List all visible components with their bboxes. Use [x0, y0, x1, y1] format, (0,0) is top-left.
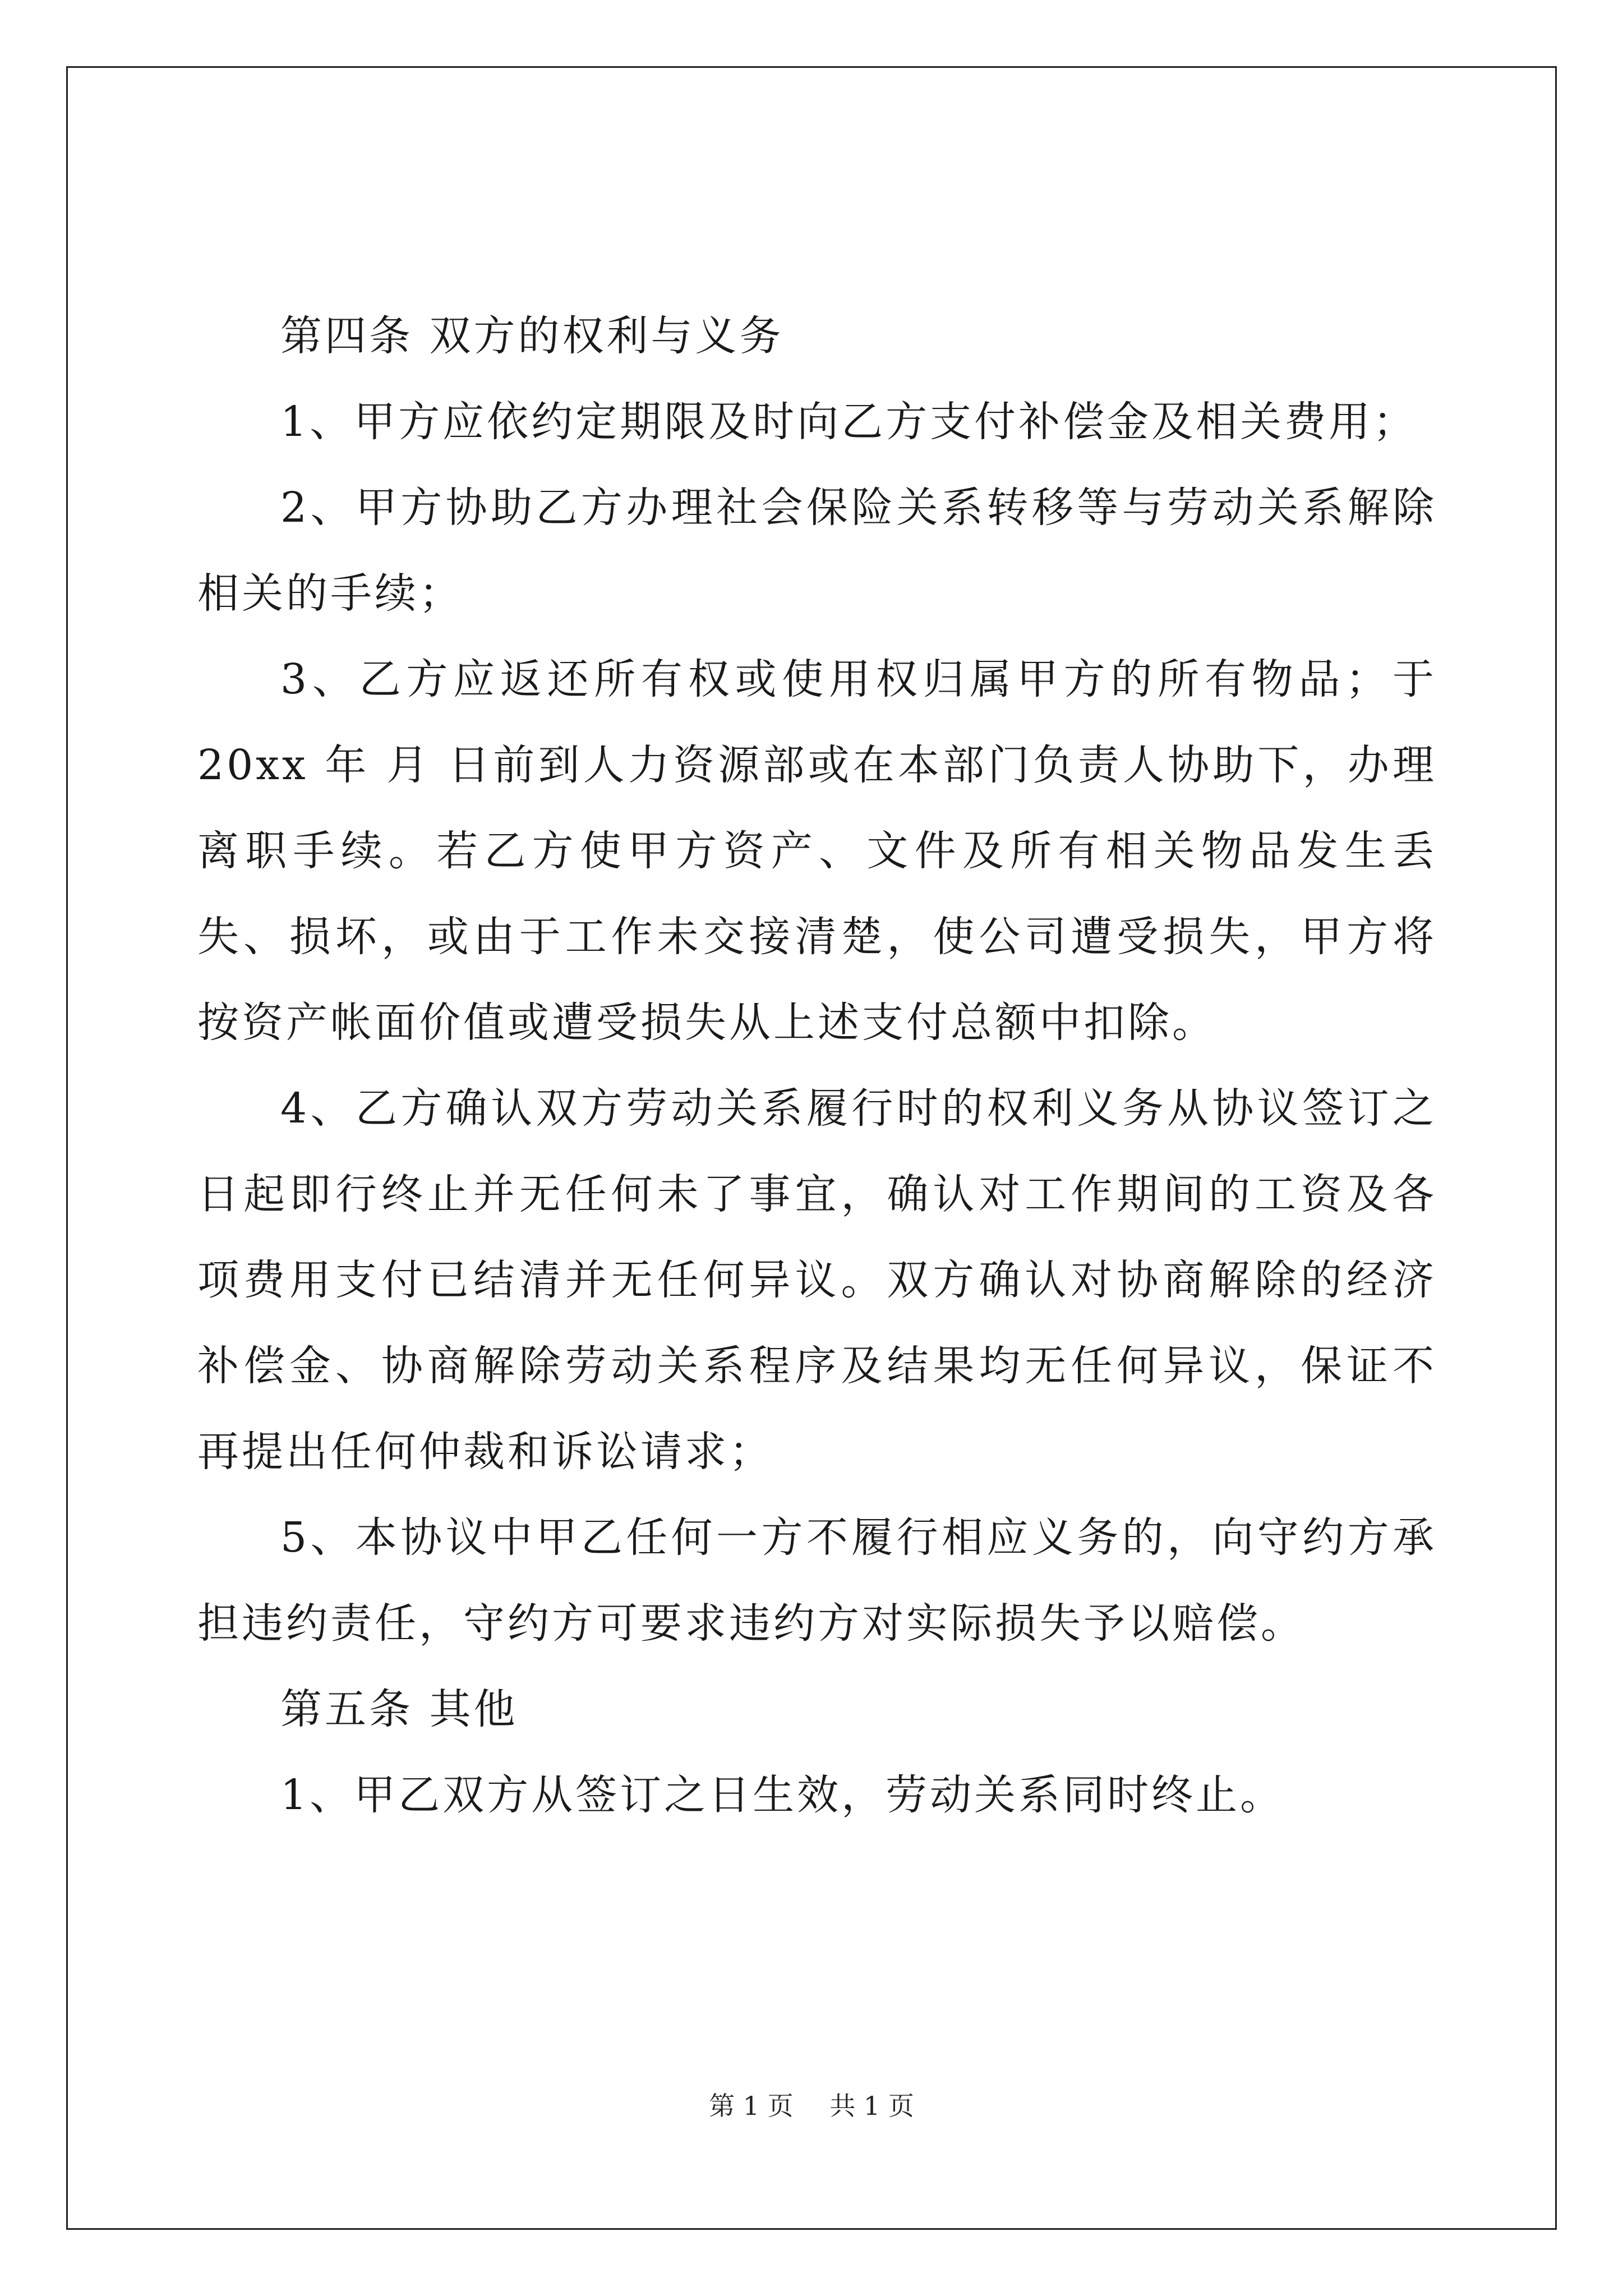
page-number: 第 1 页	[709, 2091, 794, 2121]
article-5-item-1: 1、甲乙双方从签订之日生效，劳动关系同时终止。	[280, 1771, 1285, 1819]
top-spacer	[197, 208, 1437, 293]
article-4-heading: 第四条 双方的权利与义务	[280, 312, 784, 360]
article-5-heading: 第五条 其他	[280, 1685, 518, 1733]
article-4-item-3: 3、乙方应返还所有权或使用权归属甲方的所有物品；于 20xx 年 月 日前到人力资源部或在本部门负责人协助下，办理离职手续。若乙方使甲方资产、文件及所有相关物品发生丢失、损坏，或由于工作未交接清楚，使公司遭受损失，甲方将按资产帐面价值或遭受损失从上述支付总额中扣除。	[197, 655, 1437, 1047]
page-footer	[0, 2086, 1623, 2123]
document-body	[197, 208, 1437, 1838]
article-4-item-5: 5、本协议中甲乙任何一方不履行相应义务的，向守约方承担违约责任，守约方可要求违约方对实际损失予以赔偿。	[197, 1513, 1437, 1648]
article-4-item-4: 4、乙方确认双方劳动关系履行时的权利义务从协议签订之日起即行终止并无任何未了事宜，确认对工作期间的工资及各项费用支付已结清并无任何异议。双方确认对协商解除的经济补偿金、协商解除劳动关系程序及结果均无任何异议，保证不再提出任何仲裁和诉讼请求；	[197, 1084, 1437, 1476]
article-4-item-2: 2、甲方协助乙方办理社会保险关系转移等与劳动关系解除相关的手续；	[197, 484, 1437, 618]
article-4-item-1: 1、甲方应依约定期限及时向乙方支付补偿金及相关费用；	[280, 398, 1418, 446]
page-total: 共 1 页	[829, 2091, 914, 2121]
